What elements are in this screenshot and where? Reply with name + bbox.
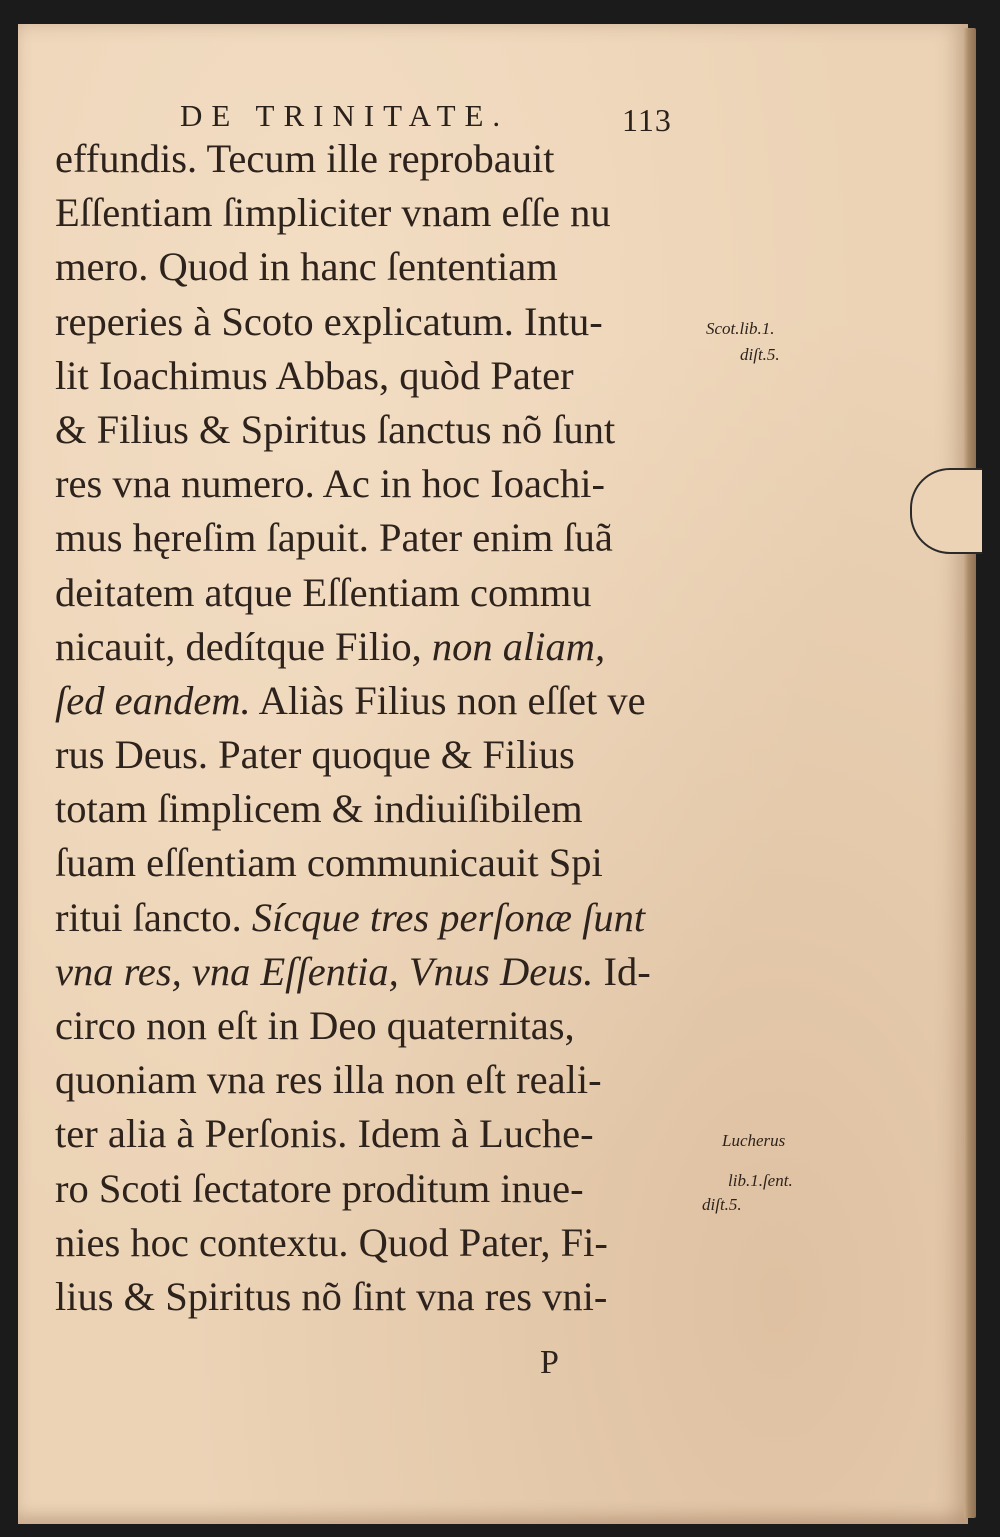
text-run: lius & Spiritus nõ ſint vna res vni- [55,1273,608,1319]
italic-text-run: ſed eandem. [55,677,251,723]
italic-text-run: Sícque tres perſonæ ſunt [251,894,646,940]
text-run: quoniam vna res illa non eſt reali- [55,1057,602,1103]
text-run: Aliàs Filius non eſſet ve [250,677,646,723]
text-run: & Filius & Spiritus ſanctus nõ ſunt [55,406,616,452]
text-run: mero. Quod in hanc ſententiam [55,244,558,290]
italic-text-run: non aliam, [431,623,606,669]
text-run: Id- [593,948,651,994]
text-run: rus Deus. Pater quoque & Filius [55,732,575,778]
text-run: ter alia à Perſonis. Idem à Luche- [55,1111,594,1157]
page-number: 113 [622,102,672,138]
text-run: res vna numero. Ac in hoc Ioachi- [55,461,605,507]
text-run: lit Ioachimus Abbas, quòd Pater [55,352,574,398]
margin-note-lucherus-name: Lucherus [722,1131,786,1150]
text-run: ro Scoti ſectatore proditum inue- [55,1165,584,1211]
text-run: Eſſentiam ſimpliciter vnam eſſe nu [55,190,611,236]
text-run: ritui ſancto. [55,894,252,940]
running-title: DE TRINITATE. [180,98,510,133]
catchword: P [540,1344,559,1381]
margin-note-lucherus-dist: diſt.5. [702,1195,742,1214]
text-run: ſuam eſſentiam communicauit Spi [55,840,603,886]
margin-note-scotus-dist: diſt.5. [740,345,780,364]
text-run: totam ſimplicem & indiuiſibilem [55,786,583,832]
italic-text-run: vna res, vna Eſſentia, Vnus Deus. [55,948,594,994]
text-run: circo non eſt in Deo quaternitas, [55,1003,575,1048]
text-run: nies hoc contextu. Quod Pater, Fi- [55,1219,608,1265]
text-run: reperies à Scoto explicatum. Intu- [55,298,603,344]
text-run: deitatem atque Eſſentiam commu [55,569,592,615]
text-run: nicauit, dedítque Filio, [55,623,432,669]
margin-note-lucherus-ref: lib.1.ſent. [728,1171,793,1190]
text-run: mus hęreſim ſapuit. Pater enim ſuã [55,515,613,561]
text-run: effundis. Tecum ille reprobauit [55,136,555,181]
margin-note-scotus-ref: Scot.lib.1. [706,319,775,338]
